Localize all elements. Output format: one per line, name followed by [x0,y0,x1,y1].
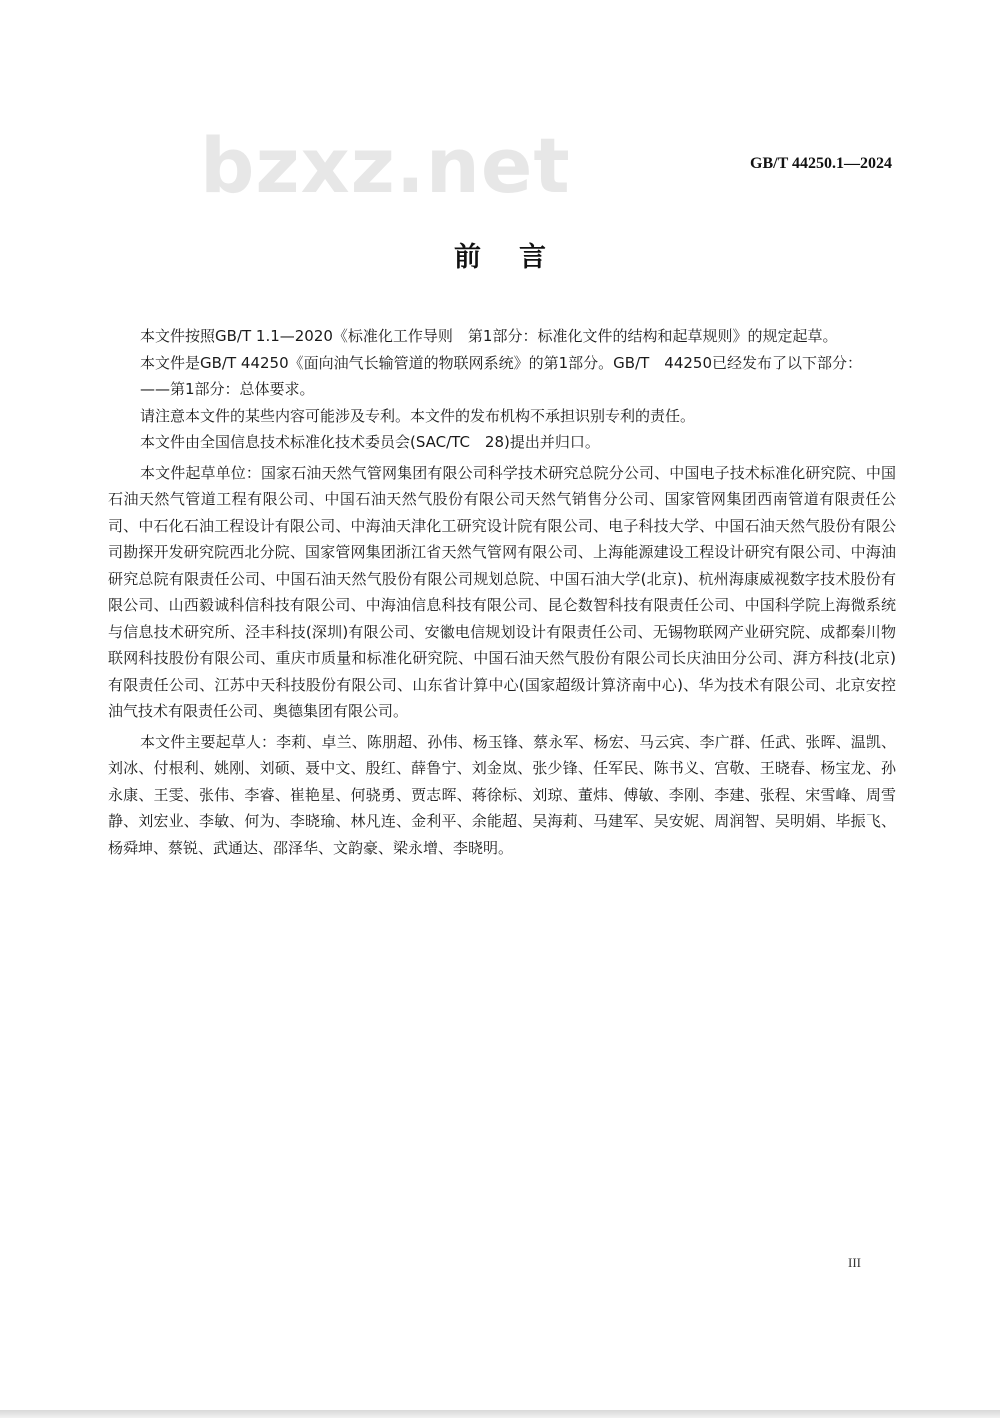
paragraph-part-list: ——第1部分：总体要求。 [140,380,315,398]
page-number: III [848,1255,861,1270]
paragraph-drafting-rules: 本文件按照GB/T 1.1—2020《标准化工作导则 第1部分：标准化文件的结构和起草规则》的规定起草。 [140,327,838,345]
document-number: GB/T 44250.1—2024 [750,155,892,172]
page-edge-shadow [0,1410,1000,1418]
watermark: bzxz.net [200,121,571,210]
paragraph-drafters: 本文件主要起草人：李莉、卓兰、陈朋超、孙伟、杨玉锋、蔡永军、杨宏、马云宾、李广群、任武、张晖、温凯、刘冰、付根利、姚刚、刘硕、聂中文、殷红、薛鲁宁、刘金岚、张少锋、任军民、陈书义、宫敬、王晓春、杨宝龙、孙永康、王雯、张伟、李睿、崔艳星、何骁勇、贾志晖、蒋徐标、刘琼、董炜、傅敏、李刚、李建、张程、宋雪峰、周雪静、刘宏业、李敏、何为、李晓瑜、林凡连、金利平、余能超、吴海莉、马建军、吴安妮、周润智、吴明娟、毕振飞、杨舜坤、蔡锐、武通达、邵泽华、文韵豪、梁永增、李晓明。 [108,732,896,857]
page-title: 前言 [454,242,584,273]
paragraph-committee: 本文件由全国信息技术标准化技术委员会(SAC/TC 28)提出并归口。 [140,433,600,451]
paragraph-part-info: 本文件是GB/T 44250《面向油气长输管道的物联网系统》的第1部分。GB/T 44250已经发布了以下部分： [140,353,863,372]
paragraph-drafting-units: 本文件起草单位：国家石油天然气管网集团有限公司科学技术研究总院分公司、中国电子技术标准化研究院、中国石油天然气管道工程有限公司、中国石油天然气股份有限公司天然气销售分公司、国家管网集团西南管道有限责任公司、中石化石油工程设计有限公司、中海油天津化工研究设计院有限公司、电子科技大学、中国石油天然气股份有限公司勘探开发研究院西北分院、国家管网集团浙江省天然气管网有限公司、上海能源建设工程设计研究有限公司、中海油研究总院有限责任公司、中国石油天然气股份有限公司规划总院、中国石油大学(北京)、杭州海康威视数字技术股份有限公司、山西毅诚科信科技有限公司、中海油信息科技有限公司、昆仑数智科技有限责任公司、中国科学院上海微系统与信息技术研究所、泾丰科技(深圳)有限公司、安徽电信规划设计有限责任公司、无锡物联网产业研究院、成都秦川物联网科技股份有限公司、重庆市质量和标准化研究院、中国石油天然气股份有限公司长庆油田分公司、湃方科技(北京)有限责任公司、江苏中天科技股份有限公司、山东省计算中心(国家超级计算济南中心)、华为技术有限公司、北京安控油气技术有限责任公司、奥德集团有限公司。 [108,463,896,720]
foreword-body [108,323,896,865]
paragraph-patent-notice: 请注意本文件的某些内容可能涉及专利。本文件的发布机构不承担识别专利的责任。 [140,406,696,425]
